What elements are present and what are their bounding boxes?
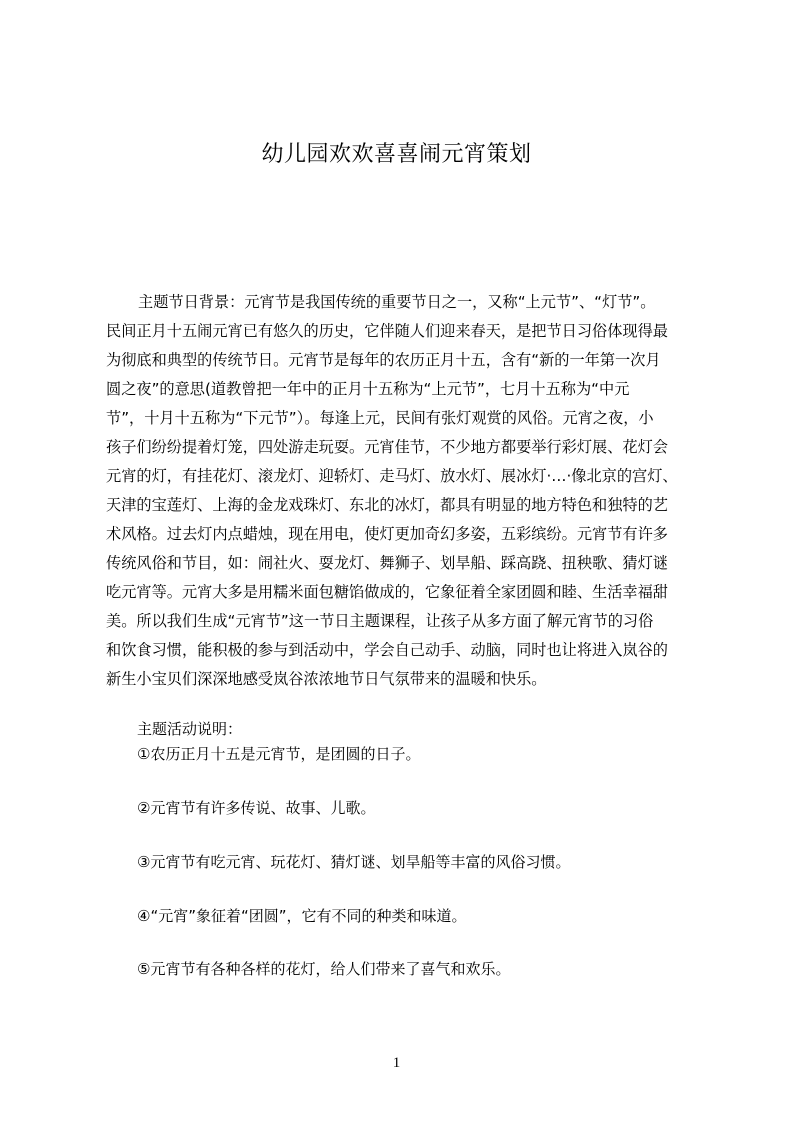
paragraph-line: 天津的宝莲灯、上海的金龙戏珠灯、东北的冰灯，都具有明显的地方特色和独特的艺	[106, 496, 668, 514]
activity-item: ④“元宵”象征着“团圆”，它有不同的种类和味道。	[137, 907, 467, 925]
activity-item: ③元宵节有吃元宵、玩花灯、猜灯谜、划旱船等丰富的风俗习惯。	[137, 853, 571, 871]
paragraph-line: 民间正月十五闹元宵已有悠久的历史，它伴随人们迎来春天，是把节日习俗体现得最	[106, 322, 668, 340]
paragraph-line: 为彻底和典型的传统节日。元宵节是每年的农历正月十五，含有“新的一年第一次月	[106, 351, 661, 369]
background-paragraph	[106, 288, 702, 694]
paragraph-line: 元宵的灯，有挂花灯、滚龙灯、迎轿灯、走马灯、放水灯、展冰灯·…·像北京的宫灯、	[106, 467, 678, 485]
activity-heading: 主题活动说明：	[137, 720, 243, 738]
paragraph-line: 节”，十月十五称为“下元节”）。每逢上元，民间有张灯观赏的风俗。元宵之夜，小	[106, 409, 654, 427]
activity-item: ②元宵节有许多传说、故事、儿歌。	[137, 799, 376, 817]
paragraph-line: 新生小宝贝们深深地感受岚谷浓浓地节日气氛带来的温暖和快乐。	[106, 670, 547, 688]
paragraph-line: 圆之夜”的意思(道教曾把一年中的正月十五称为“上元节”，七月十五称为“中元	[106, 380, 630, 398]
paragraph-line: 主题节日背景：元宵节是我国传统的重要节日之一，又称“上元节”、“灯节”。	[138, 293, 656, 311]
paragraph-line: 传统风俗和节目，如：闹社火、耍龙灯、舞狮子、划旱船、踩高跷、扭秧歌、猜灯谜	[106, 554, 668, 572]
paragraph-line: 和饮食习惯，能积极的参与到活动中，学会自己动手、动脑，同时也让将进入岚谷的	[106, 641, 668, 659]
activity-item: ①农历正月十五是元宵节，是团圆的日子。	[137, 745, 421, 763]
paragraph-line: 美。所以我们生成“元宵节”这一节日主题课程，让孩子从多方面了解元宵节的习俗	[106, 612, 654, 630]
document-title: 幼儿园欢欢喜喜闹元宵策划	[261, 142, 532, 167]
page-number: 1	[392, 1055, 401, 1071]
paragraph-line: 术风格。过去灯内点蜡烛，现在用电，使灯更加奇幻多姿，五彩缤纷。元宵节有许多	[106, 525, 668, 543]
paragraph-line: 吃元宵等。元宵大多是用糯米面包糖馅做成的，它象征着全家团圆和睦、生活幸福甜	[106, 583, 668, 601]
activity-item: ⑤元宵节有各种各样的花灯，给人们带来了喜气和欢乐。	[137, 960, 511, 978]
paragraph-line: 孩子们纷纷提着灯笼，四处游走玩耍。元宵佳节，不少地方都要举行彩灯展、花灯会	[106, 438, 668, 456]
